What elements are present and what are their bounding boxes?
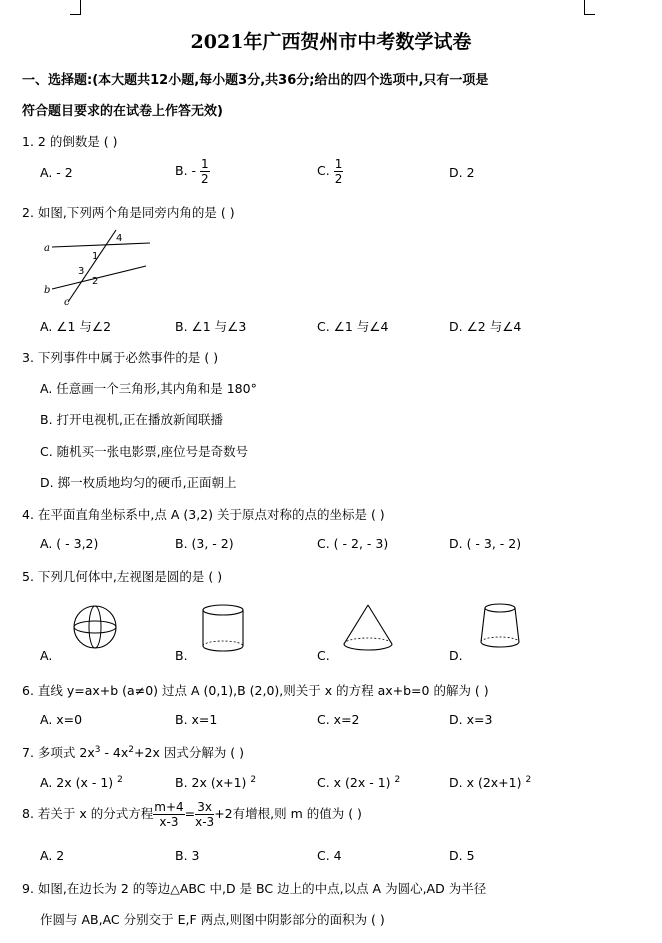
q7-stem: 7. 多项式 $2x^3 - 4x^2+2x$ 因式分解为 ( ) — [22, 744, 245, 760]
sphere-icon — [70, 604, 122, 652]
q4-option-c: C. ( - 2, - 3) — [317, 536, 389, 551]
q1-option-b: B. - $\frac{1}{2}$ — [175, 157, 209, 186]
q6-option-b: B. x=1 — [175, 712, 218, 727]
q6-option-d: D. x=3 — [449, 712, 493, 727]
corner-mark-right — [584, 0, 595, 15]
corner-mark-left — [70, 0, 81, 15]
label-b: b — [44, 285, 51, 296]
q7-option-c: C. x (2x - 1) $^2$ — [317, 775, 401, 791]
q5-option-d: D. — [449, 648, 463, 663]
q3-option-c: C. 随机买一张电影票,座位号是奇数号 — [40, 444, 249, 459]
q3-option-d: D. 掷一枚质地均匀的硬币,正面朝上 — [40, 475, 237, 490]
q1-option-c: C. $\frac{1}{2}$ — [317, 157, 343, 186]
line-b — [52, 266, 146, 289]
q2-option-c: C. ∠1 与∠4 — [317, 319, 389, 334]
line-c — [68, 230, 116, 302]
q5-option-a: A. — [40, 648, 53, 663]
q2-option-d: D. ∠2 与∠4 — [449, 319, 522, 334]
q1-stem: 1. 2 的倒数是 ( ) — [22, 134, 118, 149]
q8-option-b: B. 3 — [175, 848, 200, 863]
q4-option-b: B. (3, - 2) — [175, 536, 234, 551]
q1-option-a: A. - 2 — [40, 165, 73, 180]
label-angle-2: 2 — [92, 276, 99, 287]
cone-icon — [340, 602, 396, 656]
q7-option-b: B. 2x (x+1) $^2$ — [175, 775, 257, 791]
label-a: a — [44, 243, 50, 254]
cylinder-icon — [198, 602, 248, 656]
q5-option-b: B. — [175, 648, 188, 663]
q6-stem: 6. 直线 y=ax+b (a≠0) 过点 A (0,1),B (2,0),则关于 x 的方程 ax+b=0 的解为 ( ) — [22, 683, 489, 698]
q2-option-b: B. ∠1 与∠3 — [175, 319, 247, 334]
q9-stem-line1: 9. 如图,在边长为 2 的等边△ABC 中,D 是 BC 边上的中点,以点 A 为圆心,AD 为半径 — [22, 881, 487, 896]
q5-stem: 5. 下列几何体中,左视图是圆的是 ( ) — [22, 569, 223, 584]
q2-option-a: A. ∠1 与∠2 — [40, 319, 112, 334]
frustum-icon — [476, 600, 524, 654]
label-angle-3: 3 — [78, 266, 85, 277]
q8-option-d: D. 5 — [449, 848, 475, 863]
q8-option-c: C. 4 — [317, 848, 342, 863]
q2-stem: 2. 如图,下列两个角是同旁内角的是 ( ) — [22, 205, 235, 220]
q6-option-c: C. x=2 — [317, 712, 360, 727]
q4-option-a: A. ( - 3,2) — [40, 536, 99, 551]
q9-stem-line2: 作圆与 AB,AC 分别交于 E,F 两点,则图中阴影部分的面积为 ( ) — [40, 912, 385, 927]
q1-option-d: D. 2 — [449, 165, 475, 180]
line-a — [52, 243, 150, 247]
page-title: 2021年广西贺州市中考数学试卷 — [190, 31, 472, 53]
label-c: c — [64, 297, 70, 306]
q7-option-d: D. x (2x+1) $^2$ — [449, 775, 532, 791]
q4-stem: 4. 在平面直角坐标系中,点 A (3,2) 关于原点对称的点的坐标是 ( ) — [22, 507, 385, 522]
q8-option-a: A. 2 — [40, 848, 65, 863]
q8-stem: 8. 若关于 x 的分式方程 $\frac{m+4}{x-3}$ = $\frac{3x}{x-3}$ +2有增根,则 m 的值为 ( ) — [22, 800, 362, 829]
q4-option-d: D. ( - 3, - 2) — [449, 536, 522, 551]
q3-option-a: A. 任意画一个三角形,其内角和是 180° — [40, 381, 257, 396]
label-angle-4: 4 — [116, 233, 123, 244]
section-heading-line1: 一、选择题:(本大题共12小题,每小题3分,共36分;给出的四个选项中,只有一项是 — [22, 73, 489, 88]
q3-stem: 3. 下列事件中属于必然事件的是 ( ) — [22, 350, 219, 365]
q5-option-c: C. — [317, 648, 330, 663]
q6-option-a: A. x=0 — [40, 712, 83, 727]
q2-parallel-lines-figure — [38, 226, 158, 306]
q7-option-a: A. 2x (x - 1) $^2$ — [40, 775, 123, 791]
q3-option-b: B. 打开电视机,正在播放新闻联播 — [40, 412, 223, 427]
section-heading-line2: 符合题目要求的在试卷上作答无效) — [22, 104, 223, 119]
label-angle-1: 1 — [92, 251, 99, 262]
